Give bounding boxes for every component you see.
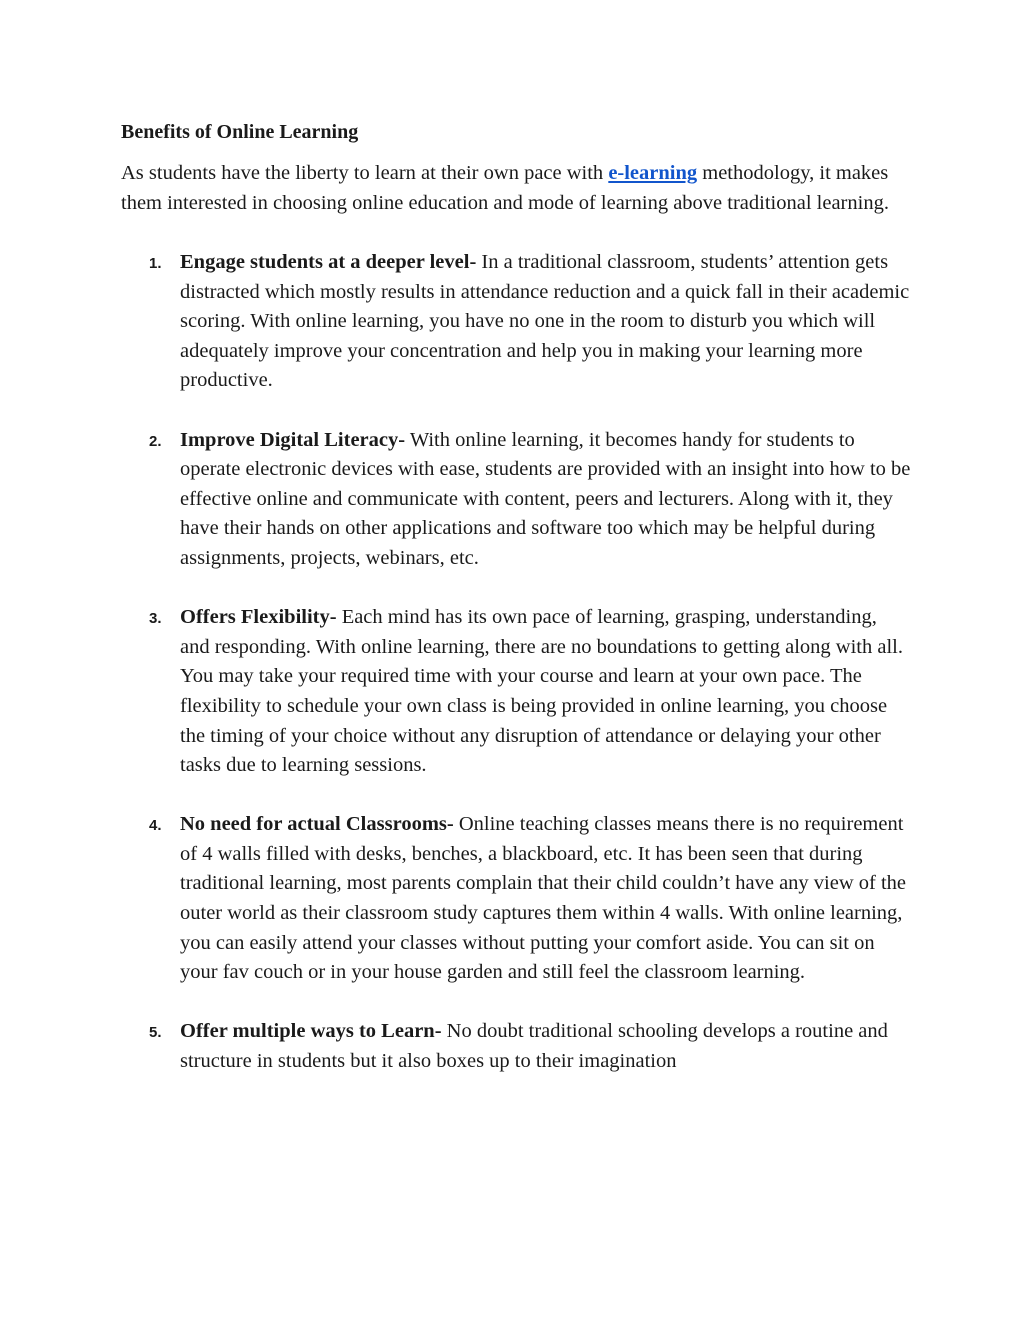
list-item-title: No need for actual Classrooms- — [180, 813, 454, 836]
list-item-title: Improve Digital Literacy- — [180, 428, 406, 451]
list-item-title: Offer multiple ways to Learn- — [180, 1020, 442, 1043]
list-item-title: Engage students at a deeper level- — [180, 251, 477, 273]
list-item-number: 2. — [149, 432, 162, 450]
document-page — [121, 118, 911, 1106]
list-item-text: In a traditional classroom, students’ attention gets distracted which mostly results in attendance reduction and a quick fall in their academic scoring. With online learning, you have no one in the room to disturb you which will adequately improve your concentration and help you in making your learning more productive. — [180, 251, 910, 392]
intro-text-before-link: As students have the liberty to learn at their own pace with — [121, 162, 609, 184]
e-learning-link[interactable]: e-learning — [608, 162, 698, 184]
document-heading: Benefits of Online Learning — [121, 121, 359, 143]
list-item — [121, 426, 911, 574]
list-item-text: With online learning, it becomes handy for students to operate electronic devices with ease, students are provided with an insight into how to be effective online and communicate with content, peers and lecturers. Along with it, they have their hands on other applications and software too which may be helpful during assignments, projects, webinars, etc. — [180, 428, 911, 569]
list-item-number: 1. — [149, 255, 162, 272]
list-item-number: 3. — [149, 610, 162, 628]
list-item — [121, 810, 911, 988]
list-item — [121, 1017, 911, 1076]
list-item — [121, 248, 911, 396]
list-item-number: 5. — [149, 1024, 162, 1042]
intro-text-after-link: methodology, it makes them interested in choosing online education and mode of learning above traditional learning. — [121, 162, 889, 214]
list-item-text: Online teaching classes means there is no requirement of 4 walls filled with desks, benches, a blackboard, etc. It has been seen that during traditional learning, most parents complain that their child couldn’t have any view of the outer world as their classroom study captures them within 4 walls. With online learning, you can easily attend your classes without putting your comfort aside. You can sit on your fav couch or in your house garden and still feel the classroom learning. — [180, 813, 907, 984]
list-item-number: 4. — [149, 817, 162, 835]
list-item — [121, 603, 911, 781]
list-item-title: Offers Flexibility- — [180, 606, 337, 629]
list-item-text: No doubt traditional schooling develops a routine and structure in students but it also boxes up to their imagination — [180, 1020, 888, 1073]
intro-paragraph — [121, 159, 911, 218]
list-item-text: Each mind has its own pace of learning, grasping, understanding, and responding. With online learning, there are no boundations to getting along with all. You may take your required time with your course and learn at your own pace. The flexibility to schedule your own class is being provided in online learning, you choose the timing of your choice without any disruption of attendance or delaying your other tasks due to learning sessions. — [180, 606, 903, 777]
benefits-list — [121, 248, 911, 1077]
